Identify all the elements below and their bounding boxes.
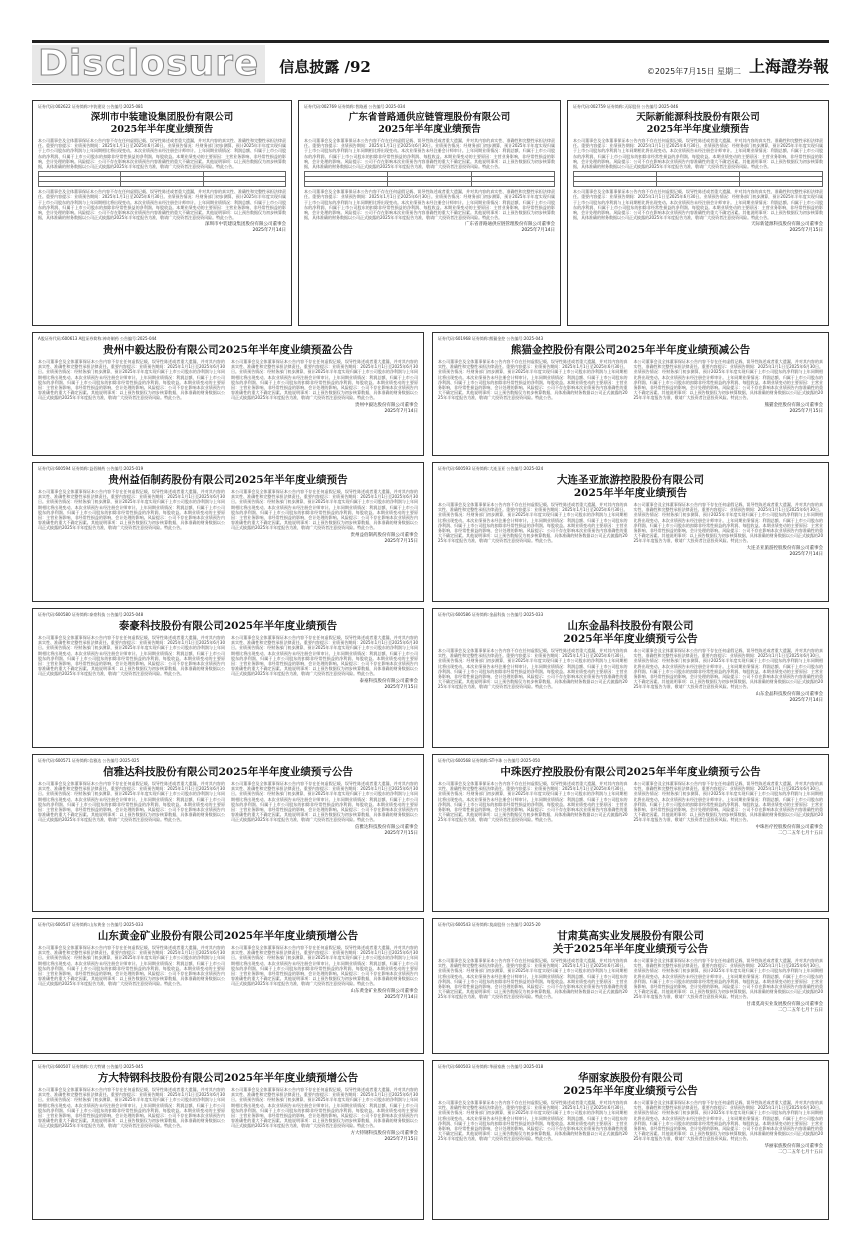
announcement-5 xyxy=(32,462,424,602)
announcement-signoff: 华丽家族股份有限公司董事会 二〇二五年七月十五日 xyxy=(764,1143,823,1155)
announcement-body: 本公司董事会及全体董事保证本公告内容不存在任何虚假记载、误导性陈述或者重大遗漏，并对其内容的真实性、准确性和完整性承担法律责任。重要内容提示：业绩预告期间：2025年1月1日至2025年6月30日。业绩预告情况：经财务部门初步测算，预计2025年半年度实现归属于上市公司股东的净利润与上年同期相比将出现变动。本次业绩预告未经注册会计师审计。上年同期业绩情况：利润总额、归属于上市公司股东的净利润、归属于上市公司股东的扣除非经常性损益的净利润、每股收益。本期业绩变动的主要原因：主营业务影响，非经常性损益的影响，会计处理的影响。风险提示：公司不存在影响本次业绩预告内容准确性的重大不确定因素。其他说明事项：以上预告数据仅为初步核算数据，具体准确的财务数据以公司正式披露的2025年半年度报告为准，敬请广大投资者注意投资风险。特此公告。 xyxy=(633,958,823,1000)
announcement-body: 本公司董事会及全体董事保证本公告内容不存在任何虚假记载、误导性陈述或者重大遗漏，并对其内容的真实性、准确性和完整性承担法律责任。重要内容提示：业绩预告期间：2025年1月1日至2025年6月30日。业绩预告情况：经财务部门初步测算，预计2025年半年度实现归属于上市公司股东的净利润与上年同期相比将出现变动。本次业绩预告未经注册会计师审计。上年同期业绩情况：利润总额、归属于上市公司股东的净利润、归属于上市公司股东的扣除非经常性损益的净利润、每股收益。本期业绩变动的主要原因：主营业务影响，非经常性损益的影响，会计处理的影响。风险提示：公司不存在影响本次业绩预告内容准确性的重大不确定因素。其他说明事项：以上预告数据仅为初步核算数据，具体准确的财务数据以公司正式披露的2025年半年度报告为准，敬请广大投资者注意投资风险。特此公告。 xyxy=(438,648,628,690)
announcement-title: 信雅达科技股份有限公司2025年半年度业绩预亏公告 xyxy=(103,766,353,778)
announcement-signoff: 深圳市中装建设集团股份有限公司董事会 2025年7月14日 xyxy=(205,222,286,234)
announcement-meta: 证券代码:600571 证券简称:信雅达 公告编号:2025-025 xyxy=(38,758,140,763)
announcement-body: 本公司董事会及全体董事保证本公告内容不存在任何虚假记载、误导性陈述或者重大遗漏，并对其内容的真实性、准确性和完整性承担法律责任。重要内容提示：业绩预告期间：2025年1月1日至2025年6月30日。业绩预告情况：经财务部门初步测算，预计2025年半年度实现归属于上市公司股东的净利润与上年同期相比将出现变动。本次业绩预告未经注册会计师审计。上年同期业绩情况：利润总额、归属于上市公司股东的净利润、归属于上市公司股东的扣除非经常性损益的净利润、每股收益。本期业绩变动的主要原因：主营业务影响，非经常性损益的影响，会计处理的影响。风险提示：公司不存在影响本次业绩预告内容准确性的重大不确定因素。其他说明事项：以上预告数据仅为初步核算数据，具体准确的财务数据以公司正式披露的2025年半年度报告为准，敬请广大投资者注意投资风险。特此公告。 xyxy=(231,781,418,823)
announcement-body: 本公司董事会及全体董事保证本公告内容不存在任何虚假记载、误导性陈述或者重大遗漏，并对其内容的真实性、准确性和完整性承担法律责任。重要内容提示：业绩预告期间：2025年1月1日至2025年6月30日。业绩预告情况：经财务部门初步测算，预计2025年半年度实现归属于上市公司股东的净利润与上年同期相比将出现变动。本次业绩预告未经注册会计师审计。上年同期业绩情况：利润总额、归属于上市公司股东的净利润、归属于上市公司股东的扣除非经常性损益的净利润、每股收益。本期业绩变动的主要原因：主营业务影响，非经常性损益的影响，会计处理的影响。风险提示：公司不存在影响本次业绩预告内容准确性的重大不确定因素。其他说明事项：以上预告数据仅为初步核算数据，具体准确的财务数据以公司正式披露的2025年半年度报告为准，敬请广大投资者注意投资风险。特此公告。 xyxy=(231,635,418,677)
data-table xyxy=(573,171,823,187)
announcement-body: 本公司董事会及全体董事保证本公告内容不存在任何虚假记载、误导性陈述或者重大遗漏，并对其内容的真实性、准确性和完整性承担法律责任。重要内容提示：业绩预告期间：2025年1月1日至2025年6月30日。业绩预告情况：经财务部门初步测算，预计2025年半年度实现归属于上市公司股东的净利润与上年同期相比将出现变动。本次业绩预告未经注册会计师审计。上年同期业绩情况：利润总额、归属于上市公司股东的净利润、归属于上市公司股东的扣除非经常性损益的净利润、每股收益。本期业绩变动的主要原因：主营业务影响，非经常性损益的影响，会计处理的影响。风险提示：公司不存在影响本次业绩预告内容准确性的重大不确定因素。其他说明事项：以上预告数据仅为初步核算数据，具体准确的财务数据以公司正式披露的2025年半年度报告为准，敬请广大投资者注意投资风险。特此公告。 xyxy=(304,189,555,221)
announcement-body: 本公司董事会及全体董事保证本公告内容不存在任何虚假记载、误导性陈述或者重大遗漏，并对其内容的真实性、准确性和完整性承担法律责任。重要内容提示：业绩预告期间：2025年1月1日至2025年6月30日。业绩预告情况：经财务部门初步测算，预计2025年半年度实现归属于上市公司股东的净利润与上年同期相比将出现变动。本次业绩预告未经注册会计师审计。上年同期业绩情况：利润总额、归属于上市公司股东的净利润、归属于上市公司股东的扣除非经常性损益的净利润、每股收益。本期业绩变动的主要原因：主营业务影响，非经常性损益的影响，会计处理的影响。风险提示：公司不存在影响本次业绩预告内容准确性的重大不确定因素。其他说明事项：以上预告数据仅为初步核算数据，具体准确的财务数据以公司正式披露的2025年半年度报告为准，敬请广大投资者注意投资风险。特此公告。 xyxy=(438,502,628,544)
announcement-body: 本公司董事会及全体董事保证本公告内容不存在任何虚假记载、误导性陈述或者重大遗漏，并对其内容的真实性、准确性和完整性承担法律责任。重要内容提示：业绩预告期间：2025年1月1日至2025年6月30日。业绩预告情况：经财务部门初步测算，预计2025年半年度实现归属于上市公司股东的净利润与上年同期相比将出现变动。本次业绩预告未经注册会计师审计。上年同期业绩情况：利润总额、归属于上市公司股东的净利润、归属于上市公司股东的扣除非经常性损益的净利润、每股收益。本期业绩变动的主要原因：主营业务影响，非经常性损益的影响，会计处理的影响。风险提示：公司不存在影响本次业绩预告内容准确性的重大不确定因素。其他说明事项：以上预告数据仅为初步核算数据，具体准确的财务数据以公司正式披露的2025年半年度报告为准，敬请广大投资者注意投资风险。特此公告。 xyxy=(633,359,823,401)
announcement-body: 本公司董事会及全体董事保证本公告内容不存在任何虚假记载、误导性陈述或者重大遗漏，并对其内容的真实性、准确性和完整性承担法律责任。重要内容提示：业绩预告期间：2025年1月1日至2025年6月30日。业绩预告情况：经财务部门初步测算，预计2025年半年度实现归属于上市公司股东的净利润与上年同期相比将出现变动。本次业绩预告未经注册会计师审计。上年同期业绩情况：利润总额、归属于上市公司股东的净利润、归属于上市公司股东的扣除非经常性损益的净利润、每股收益。本期业绩变动的主要原因：主营业务影响，非经常性损益的影响，会计处理的影响。风险提示：公司不存在影响本次业绩预告内容准确性的重大不确定因素。其他说明事项：以上预告数据仅为初步核算数据，具体准确的财务数据以公司正式披露的2025年半年度报告为准，敬请广大投资者注意投资风险。特此公告。 xyxy=(633,781,823,823)
data-table xyxy=(304,171,555,187)
announcement-signoff: 中珠医疗控股股份有限公司董事会 二〇二五年七月十五日 xyxy=(755,824,823,836)
announcement-body: 本公司董事会及全体董事保证本公告内容不存在任何虚假记载、误导性陈述或者重大遗漏，并对其内容的真实性、准确性和完整性承担法律责任。重要内容提示：业绩预告期间：2025年1月1日至2025年6月30日。业绩预告情况：经财务部门初步测算，预计2025年半年度实现归属于上市公司股东的净利润与上年同期相比将出现变动。本次业绩预告未经注册会计师审计。上年同期业绩情况：利润总额、归属于上市公司股东的净利润、归属于上市公司股东的扣除非经常性损益的净利润、每股收益。本期业绩变动的主要原因：主营业务影响，非经常性损益的影响，会计处理的影响。风险提示：公司不存在影响本次业绩预告内容准确性的重大不确定因素。其他说明事项：以上预告数据仅为初步核算数据，具体准确的财务数据以公司正式披露的2025年半年度报告为准，敬请广大投资者注意投资风险。特此公告。 xyxy=(438,958,628,1000)
announcement-4 xyxy=(432,332,829,456)
announcement-11 xyxy=(32,918,424,1054)
announcement-title: 山东黄金矿业股份有限公司2025年半年度业绩预增公告 xyxy=(97,930,359,942)
announcement-meta: 证券代码:600507 证券简称:方大特钢 公告编号:2025-045 xyxy=(38,1064,144,1069)
announcement-title: 中珠医疗控股股份有限公司2025年半年度业绩预亏公告 xyxy=(500,766,761,778)
announcement-body: 本公司董事会及全体董事保证本公告内容不存在任何虚假记载、误导性陈述或者重大遗漏，并对其内容的真实性、准确性和完整性承担法律责任。重要内容提示：业绩预告期间：2025年1月1日至2025年6月30日。业绩预告情况：经财务部门初步测算，预计2025年半年度实现归属于上市公司股东的净利润与上年同期相比将出现变动。本次业绩预告未经注册会计师审计。上年同期业绩情况：利润总额、归属于上市公司股东的净利润、归属于上市公司股东的扣除非经常性损益的净利润、每股收益。本期业绩变动的主要原因：主营业务影响，非经常性损益的影响，会计处理的影响。风险提示：公司不存在影响本次业绩预告内容准确性的重大不确定因素。其他说明事项：以上预告数据仅为初步核算数据，具体准确的财务数据以公司正式披露的2025年半年度报告为准，敬请广大投资者注意投资风险。特此公告。 xyxy=(438,359,628,401)
announcement-body: 本公司董事会及全体董事保证本公告内容不存在任何虚假记载、误导性陈述或者重大遗漏，并对其内容的真实性、准确性和完整性承担法律责任。重要内容提示：业绩预告期间：2025年1月1日至2025年6月30日。业绩预告情况：经财务部门初步测算，预计2025年半年度实现归属于上市公司股东的净利润与上年同期相比将出现变动。本次业绩预告未经注册会计师审计。上年同期业绩情况：利润总额、归属于上市公司股东的净利润、归属于上市公司股东的扣除非经常性损益的净利润、每股收益。本期业绩变动的主要原因：主营业务影响，非经常性损益的影响，会计处理的影响。风险提示：公司不存在影响本次业绩预告内容准确性的重大不确定因素。其他说明事项：以上预告数据仅为初步核算数据，具体准确的财务数据以公司正式披露的2025年半年度报告为准，敬请广大投资者注意投资风险。特此公告。 xyxy=(38,635,225,677)
announcement-3 xyxy=(32,332,424,456)
announcement-title: 贵州中毅达股份有限公司2025年半年度业绩预盈公告 xyxy=(103,344,353,356)
announcement-body: 本公司董事会及全体董事保证本公告内容不存在任何虚假记载、误导性陈述或者重大遗漏，并对其内容的真实性、准确性和完整性承担法律责任。重要内容提示：业绩预告期间：2025年1月1日至2025年6月30日。业绩预告情况：经财务部门初步测算，预计2025年半年度实现归属于上市公司股东的净利润与上年同期相比将出现变动。本次业绩预告未经注册会计师审计。上年同期业绩情况：利润总额、归属于上市公司股东的净利润、归属于上市公司股东的扣除非经常性损益的净利润、每股收益。本期业绩变动的主要原因：主营业务影响，非经常性损益的影响，会计处理的影响。风险提示：公司不存在影响本次业绩预告内容准确性的重大不确定因素。其他说明事项：以上预告数据仅为初步核算数据，具体准确的财务数据以公司正式披露的2025年半年度报告为准，敬请广大投资者注意投资风险。特此公告。 xyxy=(38,1087,225,1129)
announcement-meta: 证券代码:002759 证券简称:天际股份 公告编号:2025-046 xyxy=(573,104,679,109)
announcement-meta: 证券代码:600503 证券简称:华丽家族 公告编号:2025-018 xyxy=(438,1064,544,1069)
announcement-meta: 证券代码:002769 证券简称:普路通 公告编号:2025-034 xyxy=(304,104,406,109)
announcement-body: 本公司董事会及全体董事保证本公告内容不存在任何虚假记载、误导性陈述或者重大遗漏，并对其内容的真实性、准确性和完整性承担法律责任。重要内容提示：业绩预告期间：2025年1月1日至2025年6月30日。业绩预告情况：经财务部门初步测算，预计2025年半年度实现归属于上市公司股东的净利润与上年同期相比将出现变动。本次业绩预告未经注册会计师审计。上年同期业绩情况：利润总额、归属于上市公司股东的净利润、归属于上市公司股东的扣除非经常性损益的净利润、每股收益。本期业绩变动的主要原因：主营业务影响，非经常性损益的影响，会计处理的影响。风险提示：公司不存在影响本次业绩预告内容准确性的重大不确定因素。其他说明事项：以上预告数据仅为初步核算数据，具体准确的财务数据以公司正式披露的2025年半年度报告为准，敬请广大投资者注意投资风险。特此公告。 xyxy=(231,359,418,401)
announcement-6 xyxy=(432,462,829,602)
announcement-signoff: 甘肃莫高实业发展股份有限公司董事会 二〇二五年七月十五日 xyxy=(746,1001,823,1013)
announcement-title: 山东金晶科技股份有限公司 2025年半年度业绩预亏公告 xyxy=(563,620,698,645)
announcement-body: 本公司董事会及全体董事保证本公告内容不存在任何虚假记载、误导性陈述或者重大遗漏，并对其内容的真实性、准确性和完整性承担法律责任。重要内容提示：业绩预告期间：2025年1月1日至2025年6月30日。业绩预告情况：经财务部门初步测算，预计2025年半年度实现归属于上市公司股东的净利润与上年同期相比将出现变动。本次业绩预告未经注册会计师审计。上年同期业绩情况：利润总额、归属于上市公司股东的净利润、归属于上市公司股东的扣除非经常性损益的净利润、每股收益。本期业绩变动的主要原因：主营业务影响，非经常性损益的影响，会计处理的影响。风险提示：公司不存在影响本次业绩预告内容准确性的重大不确定因素。其他说明事项：以上预告数据仅为初步核算数据，具体准确的财务数据以公司正式披露的2025年半年度报告为准，敬请广大投资者注意投资风险。特此公告。 xyxy=(633,502,823,544)
announcement-10 xyxy=(432,754,829,912)
announcement-12 xyxy=(432,918,829,1054)
announcement-0 xyxy=(32,100,292,326)
announcement-body: 本公司董事会及全体董事保证本公告内容不存在任何虚假记载、误导性陈述或者重大遗漏，并对其内容的真实性、准确性和完整性承担法律责任。重要内容提示：业绩预告期间：2025年1月1日至2025年6月30日。业绩预告情况：经财务部门初步测算，预计2025年半年度实现归属于上市公司股东的净利润与上年同期相比将出现变动。本次业绩预告未经注册会计师审计。上年同期业绩情况：利润总额、归属于上市公司股东的净利润、归属于上市公司股东的扣除非经常性损益的净利润、每股收益。本期业绩变动的主要原因：主营业务影响，非经常性损益的影响，会计处理的影响。风险提示：公司不存在影响本次业绩预告内容准确性的重大不确定因素。其他说明事项：以上预告数据仅为初步核算数据，具体准确的财务数据以公司正式披露的2025年半年度报告为准，敬请广大投资者注意投资风险。特此公告。 xyxy=(38,945,225,987)
announcement-signoff: 山东金晶科技股份有限公司董事会 2025年7月14日 xyxy=(755,691,823,703)
announcement-9 xyxy=(32,754,424,912)
announcement-14 xyxy=(432,1060,829,1220)
announcement-title: 广东省普路通供应链管理股份有限公司 2025年半年度业绩预告 xyxy=(348,112,511,135)
announcement-13 xyxy=(32,1060,424,1220)
header-rule xyxy=(32,84,829,85)
announcement-meta: 证券代码:002622 证券简称:中装建设 公告编号:2025-081 xyxy=(38,104,144,109)
announcement-signoff: 方大特钢科技股份有限公司董事会 2025年7月15日 xyxy=(350,1130,418,1142)
masthead-logo: Disclosure xyxy=(32,45,265,83)
announcement-signoff: 熊猫金控股份有限公司董事会 2025年7月15日 xyxy=(764,402,823,414)
announcement-title: 方大特钢科技股份有限公司2025年半年度业绩预增公告 xyxy=(97,1072,359,1084)
announcement-meta: 证券代码:600543 证券简称:莫高股份 公告编号:2025-20 xyxy=(438,922,541,927)
announcement-title: 天际新能源科技股份有限公司 2025年半年度业绩预告 xyxy=(636,112,760,135)
announcement-title: 深圳市中装建设集团股份有限公司 2025年半年度业绩预告 xyxy=(90,112,234,135)
announcement-2 xyxy=(567,100,829,326)
announcement-signoff: 泰豪科技股份有限公司董事会 2025年7月15日 xyxy=(359,678,418,690)
announcement-body: 本公司董事会及全体董事保证本公告内容不存在任何虚假记载、误导性陈述或者重大遗漏，并对其内容的真实性、准确性和完整性承担法律责任。重要内容提示：业绩预告期间：2025年1月1日至2025年6月30日。业绩预告情况：经财务部门初步测算，预计2025年半年度实现归属于上市公司股东的净利润与上年同期相比将出现变动。本次业绩预告未经注册会计师审计。上年同期业绩情况：利润总额、归属于上市公司股东的净利润、归属于上市公司股东的扣除非经常性损益的净利润、每股收益。本期业绩变动的主要原因：主营业务影响，非经常性损益的影响，会计处理的影响。风险提示：公司不存在影响本次业绩预告内容准确性的重大不确定因素。其他说明事项：以上预告数据仅为初步核算数据，具体准确的财务数据以公司正式披露的2025年半年度报告为准，敬请广大投资者注意投资风险。特此公告。 xyxy=(231,945,418,987)
announcement-body: 本公司董事会及全体董事保证本公告内容不存在任何虚假记载、误导性陈述或者重大遗漏，并对其内容的真实性、准确性和完整性承担法律责任。重要内容提示：业绩预告期间：2025年1月1日至2025年6月30日。业绩预告情况：经财务部门初步测算，预计2025年半年度实现归属于上市公司股东的净利润与上年同期相比将出现变动。本次业绩预告未经注册会计师审计。上年同期业绩情况：利润总额、归属于上市公司股东的净利润、归属于上市公司股东的扣除非经常性损益的净利润、每股收益。本期业绩变动的主要原因：主营业务影响，非经常性损益的影响，会计处理的影响。风险提示：公司不存在影响本次业绩预告内容准确性的重大不确定因素。其他说明事项：以上预告数据仅为初步核算数据，具体准确的财务数据以公司正式披露的2025年半年度报告为准，敬请广大投资者注意投资风险。特此公告。 xyxy=(438,781,628,823)
announcement-body: 本公司董事会及全体董事保证本公告内容不存在任何虚假记载、误导性陈述或者重大遗漏，并对其内容的真实性、准确性和完整性承担法律责任。重要内容提示：业绩预告期间：2025年1月1日至2025年6月30日。业绩预告情况：经财务部门初步测算，预计2025年半年度实现归属于上市公司股东的净利润与上年同期相比将出现变动。本次业绩预告未经注册会计师审计。上年同期业绩情况：利润总额、归属于上市公司股东的净利润、归属于上市公司股东的扣除非经常性损益的净利润、每股收益。本期业绩变动的主要原因：主营业务影响，非经常性损益的影响，会计处理的影响。风险提示：公司不存在影响本次业绩预告内容准确性的重大不确定因素。其他说明事项：以上预告数据仅为初步核算数据，具体准确的财务数据以公司正式披露的2025年半年度报告为准，敬请广大投资者注意投资风险。特此公告。 xyxy=(38,359,225,401)
announcement-signoff: 大连圣亚旅游控股股份有限公司董事会 2025年7月14日 xyxy=(746,545,823,557)
announcement-body: 本公司董事会及全体董事保证本公告内容不存在任何虚假记载、误导性陈述或者重大遗漏，并对其内容的真实性、准确性和完整性承担法律责任。重要内容提示：业绩预告期间：2025年1月1日至2025年6月30日。业绩预告情况：经财务部门初步测算，预计2025年半年度实现归属于上市公司股东的净利润与上年同期相比将出现变动。本次业绩预告未经注册会计师审计。上年同期业绩情况：利润总额、归属于上市公司股东的净利润、归属于上市公司股东的扣除非经常性损益的净利润、每股收益。本期业绩变动的主要原因：主营业务影响，非经常性损益的影响，会计处理的影响。风险提示：公司不存在影响本次业绩预告内容准确性的重大不确定因素。其他说明事项：以上预告数据仅为初步核算数据，具体准确的财务数据以公司正式披露的2025年半年度报告为准，敬请广大投资者注意投资风险。特此公告。 xyxy=(633,1100,823,1142)
announcement-meta: 证券代码:600593 证券简称:大连圣亚 公告编号:2025-024 xyxy=(438,466,544,471)
announcement-meta: 证券代码:601968 证券简称:熊猫金控 公告编号:2025-043 xyxy=(438,336,544,341)
announcement-title: 大连圣亚旅游控股股份有限公司 2025年半年度业绩预告 xyxy=(557,474,704,499)
announcement-body: 本公司董事会及全体董事保证本公告内容不存在任何虚假记载、误导性陈述或者重大遗漏，并对其内容的真实性、准确性和完整性承担法律责任。重要内容提示：业绩预告期间：2025年1月1日至2025年6月30日。业绩预告情况：经财务部门初步测算，预计2025年半年度实现归属于上市公司股东的净利润与上年同期相比将出现变动。本次业绩预告未经注册会计师审计。上年同期业绩情况：利润总额、归属于上市公司股东的净利润、归属于上市公司股东的扣除非经常性损益的净利润、每股收益。本期业绩变动的主要原因：主营业务影响，非经常性损益的影响，会计处理的影响。风险提示：公司不存在影响本次业绩预告内容准确性的重大不确定因素。其他说明事项：以上预告数据仅为初步核算数据，具体准确的财务数据以公司正式披露的2025年半年度报告为准，敬请广大投资者注意投资风险。特此公告。 xyxy=(633,648,823,690)
announcement-title: 华丽家族股份有限公司 2025年半年度业绩预亏公告 xyxy=(563,1072,698,1097)
announcement-title: 熊猫金控股份有限公司2025年半年度业绩预减公告 xyxy=(510,344,751,356)
announcement-signoff: 天际新能源科技股份有限公司董事会 2025年7月15日 xyxy=(751,222,823,234)
header-right xyxy=(647,54,829,77)
announcement-signoff: 山东黄金矿业股份有限公司董事会 2025年7月14日 xyxy=(350,988,418,1000)
announcement-meta: 证券代码:600568 证券简称:ST中珠 公告编号:2025-050 xyxy=(438,758,541,763)
announcement-body: 本公司董事会及全体董事保证本公告内容不存在任何虚假记载、误导性陈述或者重大遗漏，并对其内容的真实性、准确性和完整性承担法律责任。重要内容提示：业绩预告期间：2025年1月1日至2025年6月30日。业绩预告情况：经财务部门初步测算，预计2025年半年度实现归属于上市公司股东的净利润与上年同期相比将出现变动。本次业绩预告未经注册会计师审计。上年同期业绩情况：利润总额、归属于上市公司股东的净利润、归属于上市公司股东的扣除非经常性损益的净利润、每股收益。本期业绩变动的主要原因：主营业务影响，非经常性损益的影响，会计处理的影响。风险提示：公司不存在影响本次业绩预告内容准确性的重大不确定因素。其他说明事项：以上预告数据仅为初步核算数据，具体准确的财务数据以公司正式披露的2025年半年度报告为准，敬请广大投资者注意投资风险。特此公告。 xyxy=(38,781,225,823)
announcement-signoff: 广东省普路通供应链管理股份有限公司董事会 2025年7月14日 xyxy=(465,222,555,234)
announcement-body: 本公司董事会及全体董事保证本公告内容不存在任何虚假记载、误导性陈述或者重大遗漏，并对其内容的真实性、准确性和完整性承担法律责任。重要内容提示：业绩预告期间：2025年1月1日至2025年6月30日。业绩预告情况：经财务部门初步测算，预计2025年半年度实现归属于上市公司股东的净利润与上年同期相比将出现变动。本次业绩预告未经注册会计师审计。上年同期业绩情况：利润总额、归属于上市公司股东的净利润、归属于上市公司股东的扣除非经常性损益的净利润、每股收益。本期业绩变动的主要原因：主营业务影响，非经常性损益的影响，会计处理的影响。风险提示：公司不存在影响本次业绩预告内容准确性的重大不确定因素。其他说明事项：以上预告数据仅为初步核算数据，具体准确的财务数据以公司正式披露的2025年半年度报告为准，敬请广大投资者注意投资风险。特此公告。 xyxy=(304,138,555,170)
announcement-signoff: 贵州益佰制药股份有限公司董事会 2025年7月15日 xyxy=(350,532,418,544)
issue-date: ©2025年7月15日 星期二 xyxy=(646,67,741,76)
announcement-body: 本公司董事会及全体董事保证本公告内容不存在任何虚假记载、误导性陈述或者重大遗漏，并对其内容的真实性、准确性和完整性承担法律责任。重要内容提示：业绩预告期间：2025年1月1日至2025年6月30日。业绩预告情况：经财务部门初步测算，预计2025年半年度实现归属于上市公司股东的净利润与上年同期相比将出现变动。本次业绩预告未经注册会计师审计。上年同期业绩情况：利润总额、归属于上市公司股东的净利润、归属于上市公司股东的扣除非经常性损益的净利润、每股收益。本期业绩变动的主要原因：主营业务影响，非经常性损益的影响，会计处理的影响。风险提示：公司不存在影响本次业绩预告内容准确性的重大不确定因素。其他说明事项：以上预告数据仅为初步核算数据，具体准确的财务数据以公司正式披露的2025年半年度报告为准，敬请广大投资者注意投资风险。特此公告。 xyxy=(573,138,823,170)
announcement-body: 本公司董事会及全体董事保证本公告内容不存在任何虚假记载、误导性陈述或者重大遗漏，并对其内容的真实性、准确性和完整性承担法律责任。重要内容提示：业绩预告期间：2025年1月1日至2025年6月30日。业绩预告情况：经财务部门初步测算，预计2025年半年度实现归属于上市公司股东的净利润与上年同期相比将出现变动。本次业绩预告未经注册会计师审计。上年同期业绩情况：利润总额、归属于上市公司股东的净利润、归属于上市公司股东的扣除非经常性损益的净利润、每股收益。本期业绩变动的主要原因：主营业务影响，非经常性损益的影响，会计处理的影响。风险提示：公司不存在影响本次业绩预告内容准确性的重大不确定因素。其他说明事项：以上预告数据仅为初步核算数据，具体准确的财务数据以公司正式披露的2025年半年度报告为准，敬请广大投资者注意投资风险。特此公告。 xyxy=(231,489,418,531)
section-title: 信息披露 /92 xyxy=(279,58,371,76)
announcement-meta: A股证券代码:600613 A股证券简称:神奇制药 公告编号:2025-044 xyxy=(38,336,157,341)
announcement-8 xyxy=(432,608,829,748)
announcement-body: 本公司董事会及全体董事保证本公告内容不存在任何虚假记载、误导性陈述或者重大遗漏，并对其内容的真实性、准确性和完整性承担法律责任。重要内容提示：业绩预告期间：2025年1月1日至2025年6月30日。业绩预告情况：经财务部门初步测算，预计2025年半年度实现归属于上市公司股东的净利润与上年同期相比将出现变动。本次业绩预告未经注册会计师审计。上年同期业绩情况：利润总额、归属于上市公司股东的净利润、归属于上市公司股东的扣除非经常性损益的净利润、每股收益。本期业绩变动的主要原因：主营业务影响，非经常性损益的影响，会计处理的影响。风险提示：公司不存在影响本次业绩预告内容准确性的重大不确定因素。其他说明事项：以上预告数据仅为初步核算数据，具体准确的财务数据以公司正式披露的2025年半年度报告为准，敬请广大投资者注意投资风险。特此公告。 xyxy=(38,489,225,531)
announcement-body: 本公司董事会及全体董事保证本公告内容不存在任何虚假记载、误导性陈述或者重大遗漏，并对其内容的真实性、准确性和完整性承担法律责任。重要内容提示：业绩预告期间：2025年1月1日至2025年6月30日。业绩预告情况：经财务部门初步测算，预计2025年半年度实现归属于上市公司股东的净利润与上年同期相比将出现变动。本次业绩预告未经注册会计师审计。上年同期业绩情况：利润总额、归属于上市公司股东的净利润、归属于上市公司股东的扣除非经常性损益的净利润、每股收益。本期业绩变动的主要原因：主营业务影响，非经常性损益的影响，会计处理的影响。风险提示：公司不存在影响本次业绩预告内容准确性的重大不确定因素。其他说明事项：以上预告数据仅为初步核算数据，具体准确的财务数据以公司正式披露的2025年半年度报告为准，敬请广大投资者注意投资风险。特此公告。 xyxy=(38,189,286,221)
page-header xyxy=(32,40,829,83)
announcement-body: 本公司董事会及全体董事保证本公告内容不存在任何虚假记载、误导性陈述或者重大遗漏，并对其内容的真实性、准确性和完整性承担法律责任。重要内容提示：业绩预告期间：2025年1月1日至2025年6月30日。业绩预告情况：经财务部门初步测算，预计2025年半年度实现归属于上市公司股东的净利润与上年同期相比将出现变动。本次业绩预告未经注册会计师审计。上年同期业绩情况：利润总额、归属于上市公司股东的净利润、归属于上市公司股东的扣除非经常性损益的净利润、每股收益。本期业绩变动的主要原因：主营业务影响，非经常性损益的影响，会计处理的影响。风险提示：公司不存在影响本次业绩预告内容准确性的重大不确定因素。其他说明事项：以上预告数据仅为初步核算数据，具体准确的财务数据以公司正式披露的2025年半年度报告为准，敬请广大投资者注意投资风险。特此公告。 xyxy=(573,189,823,221)
announcement-body: 本公司董事会及全体董事保证本公告内容不存在任何虚假记载、误导性陈述或者重大遗漏，并对其内容的真实性、准确性和完整性承担法律责任。重要内容提示：业绩预告期间：2025年1月1日至2025年6月30日。业绩预告情况：经财务部门初步测算，预计2025年半年度实现归属于上市公司股东的净利润与上年同期相比将出现变动。本次业绩预告未经注册会计师审计。上年同期业绩情况：利润总额、归属于上市公司股东的净利润、归属于上市公司股东的扣除非经常性损益的净利润、每股收益。本期业绩变动的主要原因：主营业务影响，非经常性损益的影响，会计处理的影响。风险提示：公司不存在影响本次业绩预告内容准确性的重大不确定因素。其他说明事项：以上预告数据仅为初步核算数据，具体准确的财务数据以公司正式披露的2025年半年度报告为准，敬请广大投资者注意投资风险。特此公告。 xyxy=(231,1087,418,1129)
announcement-7 xyxy=(32,608,424,748)
announcement-title: 贵州益佰制药股份有限公司2025年半年度业绩预告 xyxy=(108,474,348,486)
announcement-signoff: 信雅达科技股份有限公司董事会 2025年7月15日 xyxy=(355,824,418,836)
announcement-title: 甘肃莫高实业发展股份有限公司 关于2025年半年度业绩预亏公告 xyxy=(552,930,709,955)
announcement-1 xyxy=(298,100,561,326)
announcement-meta: 证券代码:600580 证券简称:泰豪科技 公告编号:2025-048 xyxy=(38,612,144,617)
announcement-meta: 证券代码:600586 证券简称:金晶科技 公告编号:2025-033 xyxy=(438,612,544,617)
announcement-meta: 证券代码:600594 证券简称:益佰制药 公告编号:2025-019 xyxy=(38,466,144,471)
announcement-meta: 证券代码:600547 证券简称:山东黄金 公告编号:2025-033 xyxy=(38,922,144,927)
announcement-body: 本公司董事会及全体董事保证本公告内容不存在任何虚假记载、误导性陈述或者重大遗漏，并对其内容的真实性、准确性和完整性承担法律责任。重要内容提示：业绩预告期间：2025年1月1日至2025年6月30日。业绩预告情况：经财务部门初步测算，预计2025年半年度实现归属于上市公司股东的净利润与上年同期相比将出现变动。本次业绩预告未经注册会计师审计。上年同期业绩情况：利润总额、归属于上市公司股东的净利润、归属于上市公司股东的扣除非经常性损益的净利润、每股收益。本期业绩变动的主要原因：主营业务影响，非经常性损益的影响，会计处理的影响。风险提示：公司不存在影响本次业绩预告内容准确性的重大不确定因素。其他说明事项：以上预告数据仅为初步核算数据，具体准确的财务数据以公司正式披露的2025年半年度报告为准，敬请广大投资者注意投资风险。特此公告。 xyxy=(38,138,286,170)
announcement-body: 本公司董事会及全体董事保证本公告内容不存在任何虚假记载、误导性陈述或者重大遗漏，并对其内容的真实性、准确性和完整性承担法律责任。重要内容提示：业绩预告期间：2025年1月1日至2025年6月30日。业绩预告情况：经财务部门初步测算，预计2025年半年度实现归属于上市公司股东的净利润与上年同期相比将出现变动。本次业绩预告未经注册会计师审计。上年同期业绩情况：利润总额、归属于上市公司股东的净利润、归属于上市公司股东的扣除非经常性损益的净利润、每股收益。本期业绩变动的主要原因：主营业务影响，非经常性损益的影响，会计处理的影响。风险提示：公司不存在影响本次业绩预告内容准确性的重大不确定因素。其他说明事项：以上预告数据仅为初步核算数据，具体准确的财务数据以公司正式披露的2025年半年度报告为准，敬请广大投资者注意投资风险。特此公告。 xyxy=(438,1100,628,1142)
data-table xyxy=(38,171,286,187)
newspaper-brand: 上海證券報 xyxy=(748,57,829,76)
announcement-title: 泰豪科技股份有限公司2025年半年度业绩预告 xyxy=(118,620,338,632)
announcement-signoff: 贵州中毅达股份有限公司董事会 2025年7月14日 xyxy=(355,402,418,414)
